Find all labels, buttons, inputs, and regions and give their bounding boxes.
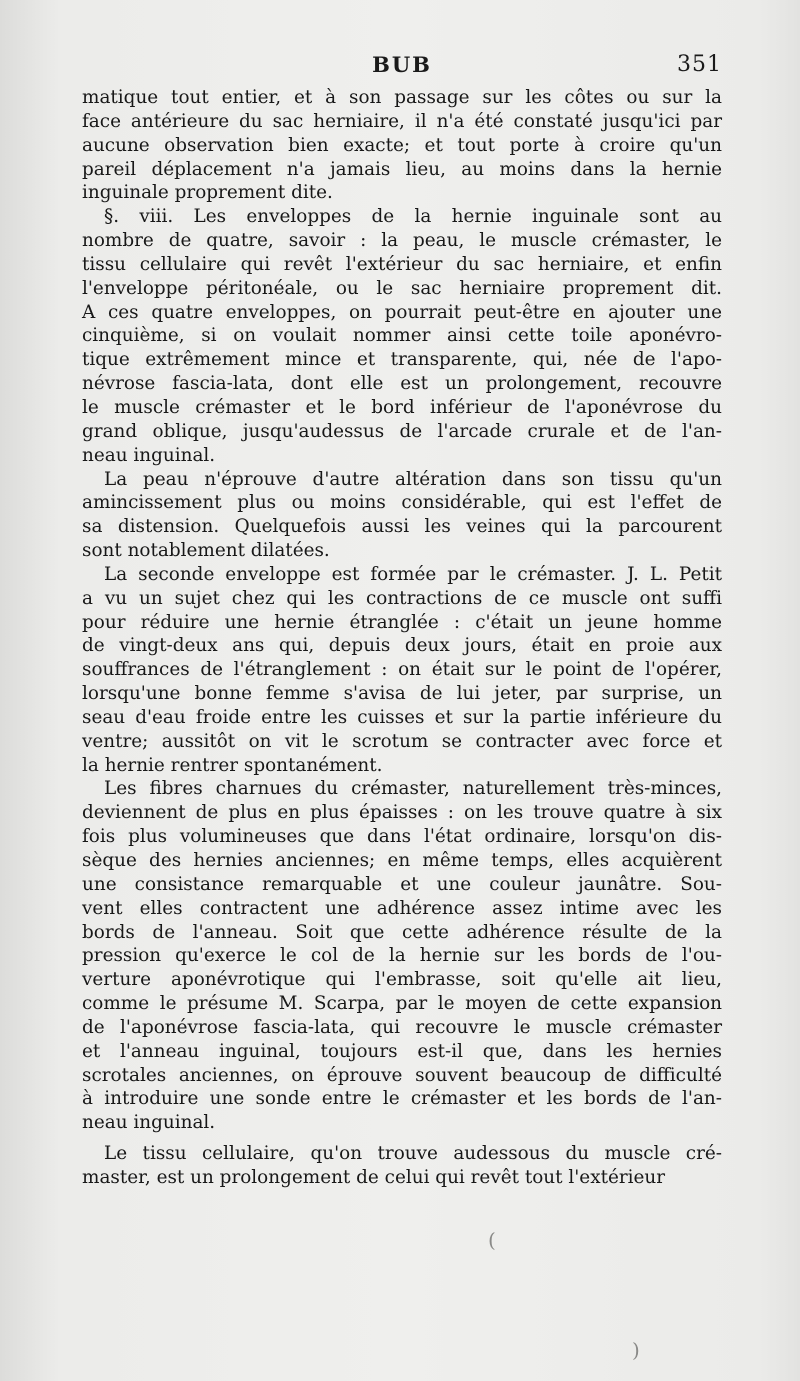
- text-line: de vingt-deux ans qui, depuis deux jours, était en proie aux: [82, 635, 722, 657]
- paragraph: [82, 563, 722, 778]
- text-line: tissu cellulaire qui revêt l'extérieur du sac herniaire, et enfin: [82, 253, 722, 275]
- text-line: La seconde enveloppe est formée par le crémaster. J. L. Petit: [104, 563, 722, 585]
- page-header: [82, 52, 722, 84]
- text-line: la hernie rentrer spontanément.: [82, 754, 383, 776]
- text-line: névrose fascia-lata, dont elle est un prolongement, recouvre: [82, 373, 722, 395]
- text-line: seau d'eau froide entre les cuisses et sur la partie inférieure du: [82, 706, 722, 728]
- body-text: [82, 86, 722, 1190]
- page-number: 351: [677, 52, 722, 77]
- text-line: bords de l'anneau. Soit que cette adhérence résulte de la: [82, 921, 722, 943]
- paragraph: [82, 205, 722, 467]
- text-line: de l'aponévrose fascia-lata, qui recouvre le muscle crémaster: [82, 1016, 722, 1038]
- text-line: tique extrêmement mince et transparente, qui, née de l'apo-: [82, 349, 722, 371]
- text-line: verture aponévrotique qui l'embrasse, soit qu'elle ait lieu,: [82, 969, 722, 991]
- running-head: BUB: [372, 52, 432, 77]
- text-line: a vu un sujet chez qui les contractions de ce muscle ont suffi: [82, 587, 722, 609]
- text-line: vent elles contractent une adhérence assez intime avec les: [82, 897, 722, 919]
- text-line: La peau n'éprouve d'autre altération dans son tissu qu'un: [104, 468, 722, 490]
- text-line: ventre; aussitôt on vit le scrotum se contracter avec force et: [82, 730, 722, 752]
- text-line: deviennent de plus en plus épaisses : on les trouve quatre à six: [82, 802, 722, 824]
- text-line: Les fibres charnues du crémaster, naturellement très-minces,: [104, 778, 722, 800]
- text-line: amincissement plus ou moins considérable, qui est l'effet de: [82, 492, 722, 514]
- text-line: nombre de quatre, savoir : la peau, le muscle crémaster, le: [82, 230, 722, 252]
- text-line: grand oblique, jusqu'audessus de l'arcade crurale et de l'an-: [82, 420, 722, 442]
- text-line: face antérieure du sac herniaire, il n'a été constaté jusqu'ici par: [82, 110, 722, 132]
- text-line: master, est un prolongement de celui qui revêt tout l'extérieur: [82, 1166, 666, 1188]
- text-line: neau inguinal.: [82, 444, 216, 466]
- text-line: lorsqu'une bonne femme s'avisa de lui jeter, par surprise, un: [82, 683, 722, 705]
- text-line: matique tout entier, et à son passage sur les côtes ou sur la: [82, 87, 722, 108]
- text-line: comme le présume M. Scarpa, par le moyen de cette expansion: [82, 993, 722, 1015]
- text-line: et l'anneau inguinal, toujours est-il que, dans les hernies: [82, 1040, 722, 1062]
- pencil-mark-icon: (: [488, 1228, 496, 1252]
- paragraph: [82, 1142, 722, 1190]
- text-line: aucune observation bien exacte; et tout porte à croire qu'un: [82, 134, 722, 156]
- text-line: le muscle crémaster et le bord inférieur de l'aponévrose du: [82, 396, 722, 418]
- text-line: pour réduire une hernie étranglée : c'était un jeune homme: [82, 611, 722, 633]
- text-line: Le tissu cellulaire, qu'on trouve audessous du muscle cré-: [104, 1143, 722, 1165]
- paragraph-gap: [82, 1135, 722, 1142]
- paragraph: [82, 468, 722, 563]
- text-line: sèque des hernies anciennes; en même temps, elles acquièrent: [82, 850, 722, 871]
- pencil-mark-icon: ): [632, 1338, 640, 1362]
- text-line: sa distension. Quelquefois aussi les veines qui la parcourent: [82, 516, 722, 538]
- text-line: une consistance remarquable et une couleur jaunâtre. Sou-: [82, 873, 722, 895]
- text-line: neau inguinal.: [82, 1112, 216, 1134]
- text-line: cinquième, si on voulait nommer ainsi cette toile aponévro-: [82, 325, 722, 347]
- text-line: scrotales anciennes, on éprouve souvent beaucoup de difficulté: [82, 1064, 722, 1086]
- text-line: à introduire une sonde entre le crémaster et les bords de l'an-: [82, 1088, 722, 1110]
- text-line: A ces quatre enveloppes, on pourrait peut-être en ajouter une: [82, 301, 722, 323]
- paragraph: [82, 86, 722, 205]
- text-line: sont notablement dilatées.: [82, 540, 330, 562]
- text-line: souffrances de l'étranglement : on était sur le point de l'opérer,: [82, 659, 722, 681]
- text-line: inguinale proprement dite.: [82, 182, 333, 204]
- text-line: pareil déplacement n'a jamais lieu, au moins dans la hernie: [82, 158, 722, 180]
- paragraph: [82, 777, 722, 1135]
- text-line: pression qu'exerce le col de la hernie sur les bords de l'ou-: [82, 945, 722, 967]
- text-line: §. viii. Les enveloppes de la hernie inguinale sont au: [104, 206, 722, 228]
- text-line: fois plus volumineuses que dans l'état ordinaire, lorsqu'on dis-: [82, 826, 722, 848]
- text-line: l'enveloppe péritonéale, ou le sac herniaire proprement dit.: [82, 277, 722, 299]
